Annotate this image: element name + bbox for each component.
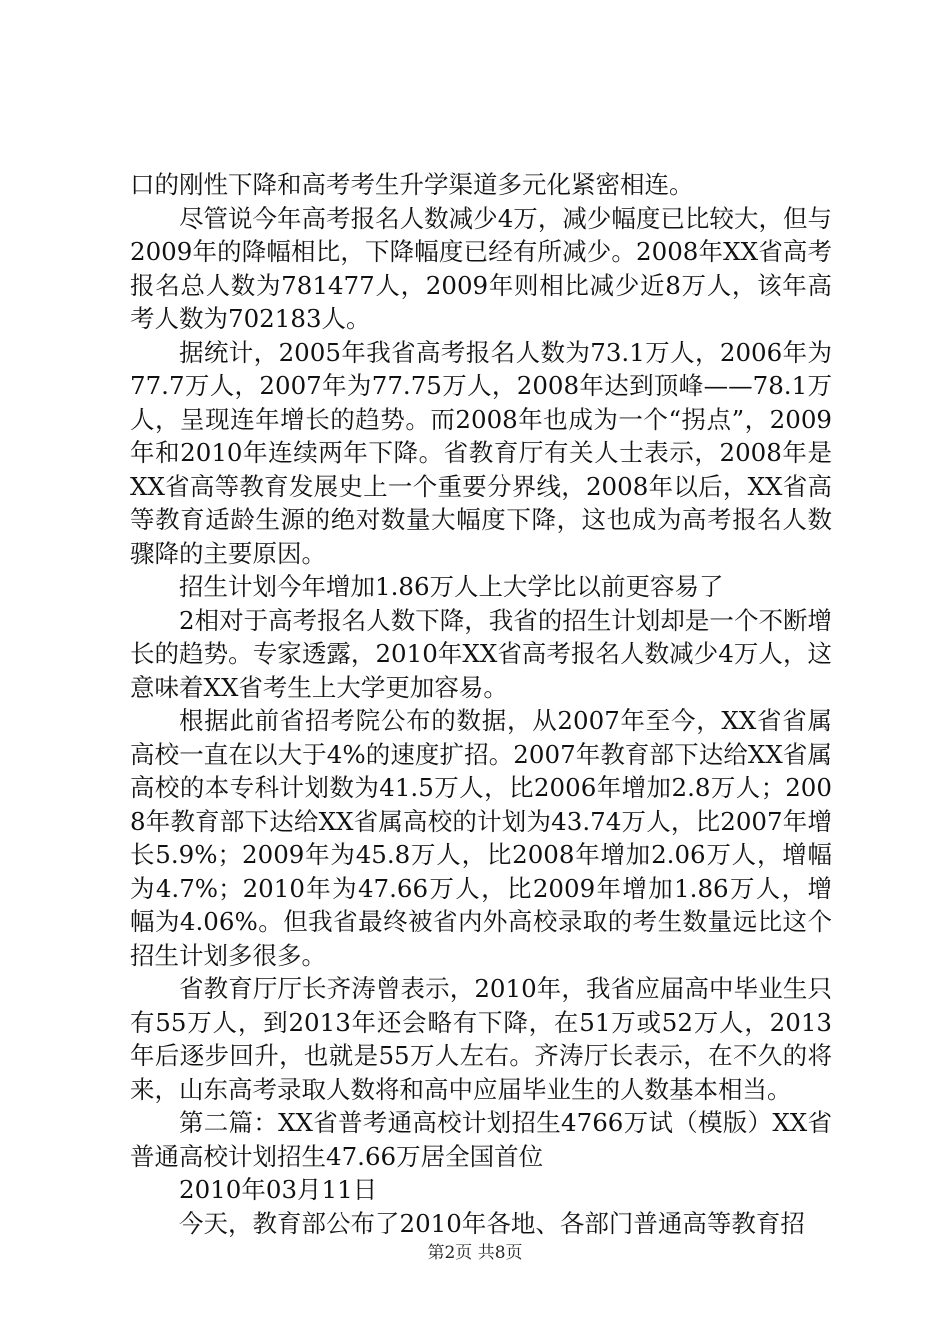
paragraph: 据统计，2005年我省高考报名人数为73.1万人，2006年为77.7万人，2007年为77.75万人，2008年达到顶峰——78.1万人，呈现连年增长的趋势。而2008年也成为一个“拐点”，2009年和2010年连续两年下降。省教育厅有关人士表示，2008年是XX省高等教育发展史上一个重要分界线，2008年以后，XX省高等教育适龄生源的绝对数量大幅度下降，这也成为高考报名人数骤降的主要原因。 <box>130 337 832 568</box>
section-heading: 招生计划今年增加1.86万人上大学比以前更容易了 <box>179 572 724 601</box>
paragraph: 根据此前省招考院公布的数据，从2007年至今，XX省省属高校一直在以大于4%的速度扩招。2007年教育部下达给XX省属高校的本专科计划数为41.5万人，比2006年增加2.8万人；2008年教育部下达给XX省属高校的计划为43.74万人，比2007年增长5.9%；2009年为45.8万人，比2008年增加2.06万人，增幅为4.7%；2010年为47.66万人，比2009年增加1.86万人，增幅为4.06%。但我省最终被省内外高校录取的考生数量远比这个招生计划多很多。 <box>130 706 832 970</box>
paragraph: 今天，教育部公布了2010年各地、各部门普通高等教育招 <box>179 1208 805 1238</box>
chapter-title: 第二篇：XX省普考通高校计划招生4766万试（模版）XX省普通高校计划招生47.66万居全国首位 <box>130 1108 832 1171</box>
article-date: 2010年03月11日 <box>179 1175 378 1204</box>
paragraph: 尽管说今年高考报名人数减少4万，减少幅度已比较大，但与2009年的降幅相比，下降幅度已经有所减少。2008年XX省高考报名总人数为781477人，2009年则相比减少近8万人，该年高考人数为702183人。 <box>130 203 832 333</box>
page-number-footer: 第2页 共8页 <box>427 1243 523 1263</box>
paragraph: 2相对于高考报名人数下降，我省的招生计划却是一个不断增长的趋势。专家透露，2010年XX省高考报名人数减少4万人，这意味着XX省考生上大学更加容易。 <box>130 605 832 702</box>
document-body <box>130 168 832 1240</box>
paragraph: 口的刚性下降和高考考生升学渠道多元化紧密相连。 <box>130 170 694 199</box>
paragraph: 省教育厅厅长齐涛曾表示，2010年，我省应届高中毕业生只有55万人，到2013年还会略有下降，在51万或52万人，2013年后逐步回升，也就是55万人左右。齐涛厅长表示，在不久的将来，山东高考录取人数将和高中应届毕业生的人数基本相当。 <box>130 974 832 1104</box>
